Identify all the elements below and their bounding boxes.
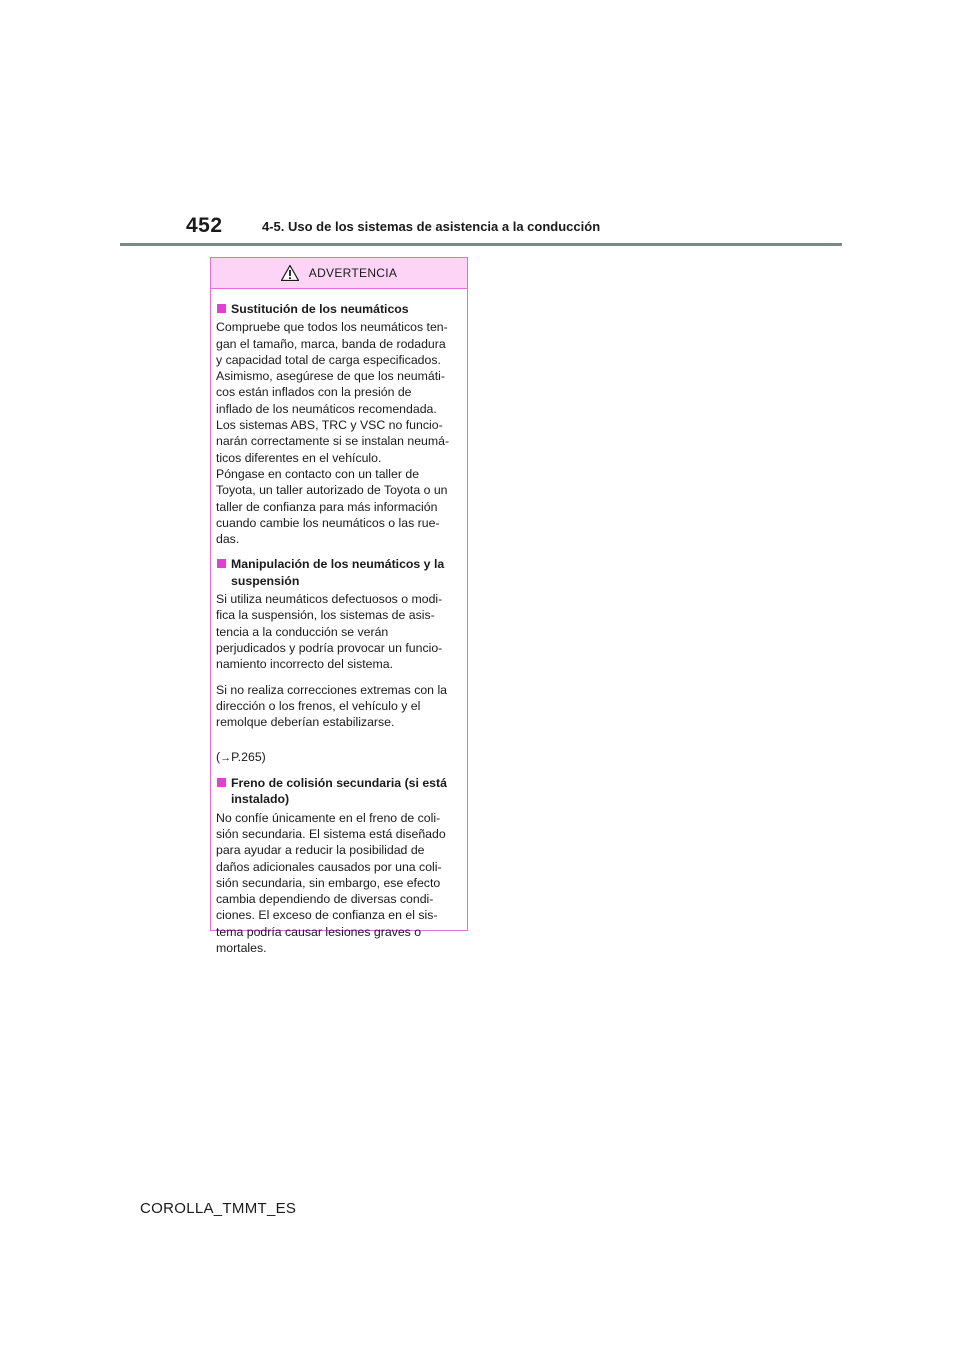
header-rule	[120, 243, 842, 246]
warning-section-secondary-collision-brake	[216, 775, 461, 956]
footer-document-code: COROLLA_TMMT_ES	[140, 1200, 297, 1217]
section-paragraph: Si no realiza correcciones extremas con la dirección o los frenos, el vehículo y el remolque deberían estabilizarse.	[216, 682, 448, 730]
bullet-square-icon	[217, 304, 226, 313]
section-heading-text: Sustitución de los neumáticos	[231, 302, 409, 316]
warning-body	[211, 289, 467, 956]
section-paragraph: No confíe únicamente en el freno de coli- sión secundaria. El sistema está diseñado para ayudar a reducir la posibilidad de daños adicionales causados por una coli- sión secundaria, sin embargo, ese efecto cambia dependiendo de diversas condi- ciones. El exceso de confianza en el sis- tema podría causar lesiones graves o mortales.	[216, 810, 446, 955]
warning-header	[211, 258, 467, 289]
bullet-square-icon	[217, 778, 226, 787]
page-reference	[216, 732, 461, 766]
section-heading-text: Manipulación de los neumáticos y la suspensión	[231, 557, 445, 588]
arrow-right-icon: →	[220, 751, 232, 764]
section-heading	[216, 301, 461, 317]
page-reference-open: (	[216, 749, 221, 764]
section-paragraph: Si utiliza neumáticos defectuosos o modi- fica la suspensión, los sistemas de asis- tencia a la conducción se verán perjudicados y podría provocar un funcio- namiento incorrecto del sistema.	[216, 592, 443, 672]
warning-box	[210, 257, 468, 955]
warning-section-tire-handling	[216, 556, 461, 766]
page-reference-text: P.265)	[231, 749, 266, 764]
section-heading	[216, 775, 461, 808]
warning-title: ADVERTENCIA	[308, 266, 398, 280]
warning-triangle-icon	[281, 265, 299, 281]
bullet-square-icon	[217, 559, 226, 568]
page-number: 452	[186, 214, 223, 237]
warning-section-tire-replacement	[216, 301, 461, 547]
section-heading-text: Freno de colisión secundaria (si está instalado)	[231, 776, 447, 807]
section-title: 4-5. Uso de los sistemas de asistencia a la conducción	[262, 219, 601, 234]
section-paragraph: Compruebe que todos los neumáticos ten- gan el tamaño, marca, banda de rodadura y capacidad total de carga especificados. Asimismo, asegúrese de que los neumáti- cos están inflados con la presión de inflado de los neumáticos recomendada. Los sistemas ABS, TRC y VSC no funcio- narán correctamente si se instalan neumá- ticos diferentes en el vehículo. Póngase en contacto con un taller de Toyota, un taller autorizado de Toyota o un taller de confianza para más información cuando cambie los neumáticos o las rue- das.	[216, 320, 450, 547]
section-heading	[216, 556, 461, 589]
